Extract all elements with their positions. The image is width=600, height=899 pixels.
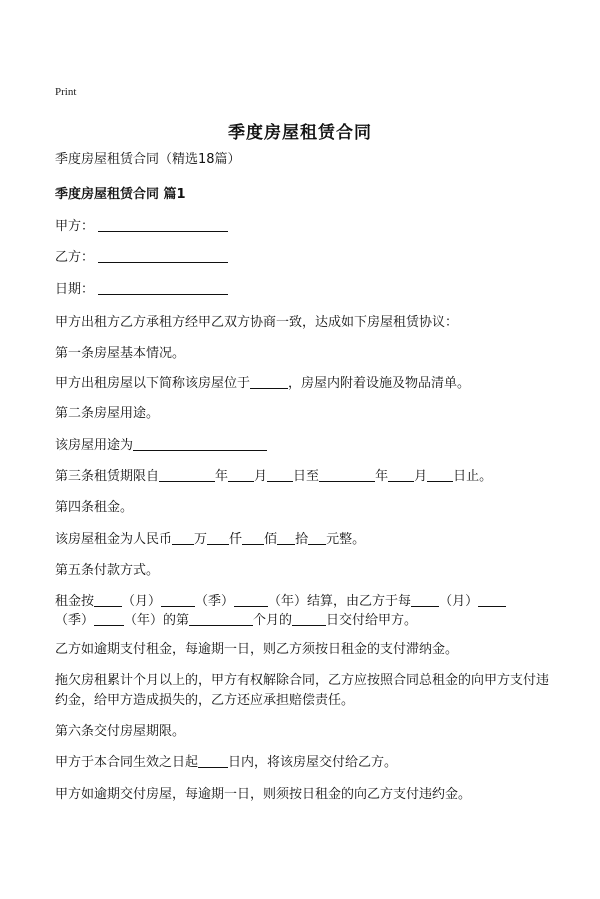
party-a-blank — [98, 217, 228, 232]
season-blank — [161, 592, 195, 607]
trailing-blank — [478, 592, 506, 607]
article-6-tail: 日内，将该房屋交付给乙方。 — [228, 755, 398, 770]
print-label: Print — [55, 86, 77, 98]
article-2-title: 第二条房屋用途。 — [55, 406, 160, 421]
line2-day-blank — [292, 611, 326, 626]
article-4-text — [55, 530, 555, 550]
line2-month-blank — [189, 611, 253, 626]
section-heading: 季度房屋租赁合同 篇1 — [55, 187, 186, 202]
party-b-blank — [98, 248, 228, 263]
end-year-label: 年 — [375, 469, 389, 484]
line2-year-blank — [94, 611, 124, 626]
start-year-label: 年 — [215, 469, 229, 484]
qian-label: 仟 — [229, 532, 243, 547]
line2-year-label: （年）的第 — [124, 613, 190, 628]
line2-month-label: 个月的 — [253, 613, 293, 628]
end-year-blank — [319, 467, 375, 482]
start-month-blank — [228, 467, 254, 482]
end-day-blank — [427, 467, 453, 482]
season-label: （季） — [195, 594, 235, 609]
month-label: （月） — [122, 594, 162, 609]
end-month-blank — [388, 467, 414, 482]
date-blank — [98, 280, 228, 295]
shi-blank — [277, 530, 295, 545]
article-6-lead: 甲方于本合同生效之日起 — [55, 755, 199, 770]
article-5-line-2 — [55, 611, 555, 631]
end-month-label: 月 — [414, 469, 428, 484]
end-day-label: 日止。 — [453, 469, 493, 484]
article-1-text-b: ，房屋内附着设施及物品清单。 — [288, 376, 471, 391]
document-subtitle: 季度房屋租赁合同（精选18篇） — [55, 152, 241, 167]
each-blank — [411, 592, 439, 607]
article-6-text — [55, 753, 555, 773]
article-1-title: 第一条房屋基本情况。 — [55, 346, 186, 361]
line2-season-label: （季） — [55, 613, 95, 628]
start-month-label: 月 — [254, 469, 268, 484]
arrears-paragraph: 拖欠房租累计个月以上的，甲方有权解除合同，乙方应按照合同总租金的向甲方支付违约金，给甲方造成损失的，乙方还应承担赔偿责任。 — [55, 673, 550, 708]
late-delivery-paragraph: 甲方如逾期交付房屋，每逾期一日，则须按日租金的向乙方支付违约金。 — [55, 787, 472, 802]
location-blank — [250, 374, 288, 389]
each-month-label: （月） — [439, 594, 479, 609]
article-1-text — [55, 374, 555, 394]
start-day-blank — [267, 467, 293, 482]
line2-end-label: 日交付给甲方。 — [326, 613, 418, 628]
article-5-line-1 — [55, 592, 555, 612]
usage-blank — [133, 436, 267, 451]
article-5-lead: 租金按 — [55, 594, 95, 609]
party-b-label: 乙方： — [55, 250, 95, 265]
article-1-text-a: 甲方出租房屋以下简称该房屋位于 — [55, 376, 251, 391]
delivery-days-blank — [198, 753, 228, 768]
date-line — [55, 280, 555, 300]
article-4-title: 第四条租金。 — [55, 500, 134, 515]
wan-label: 万 — [194, 532, 208, 547]
page-title: 季度房屋租赁合同 — [228, 123, 372, 143]
bai-blank — [242, 530, 264, 545]
shi-label: 拾 — [295, 532, 309, 547]
start-year-blank — [159, 467, 215, 482]
year-label: （年）结算，由乙方于每 — [268, 594, 412, 609]
yuan-label: 元整。 — [326, 532, 366, 547]
date-label: 日期： — [55, 282, 95, 297]
qian-blank — [207, 530, 229, 545]
start-day-label: 日至 — [293, 469, 320, 484]
article-4-lead: 该房屋租金为人民币 — [55, 532, 173, 547]
party-a-line — [55, 217, 555, 237]
article-6-title: 第六条交付房屋期限。 — [55, 724, 186, 739]
party-a-label: 甲方： — [55, 219, 95, 234]
party-b-line — [55, 248, 555, 268]
article-2-text — [55, 436, 555, 456]
intro-paragraph: 甲方出租方乙方承租方经甲乙双方协商一致，达成如下房屋租赁协议： — [55, 315, 459, 330]
bai-label: 佰 — [264, 532, 278, 547]
article-3-line — [55, 467, 555, 487]
late-rent-paragraph: 乙方如逾期支付租金，每逾期一日，则乙方须按日租金的支付滞纳金。 — [55, 642, 459, 657]
month-blank — [94, 592, 122, 607]
yuan-blank — [308, 530, 326, 545]
article-3-lead: 第三条租赁期限自 — [55, 469, 160, 484]
article-2-text-label: 该房屋用途为 — [55, 438, 134, 453]
article-5-title: 第五条付款方式。 — [55, 563, 160, 578]
wan-blank — [172, 530, 194, 545]
year-blank — [234, 592, 268, 607]
